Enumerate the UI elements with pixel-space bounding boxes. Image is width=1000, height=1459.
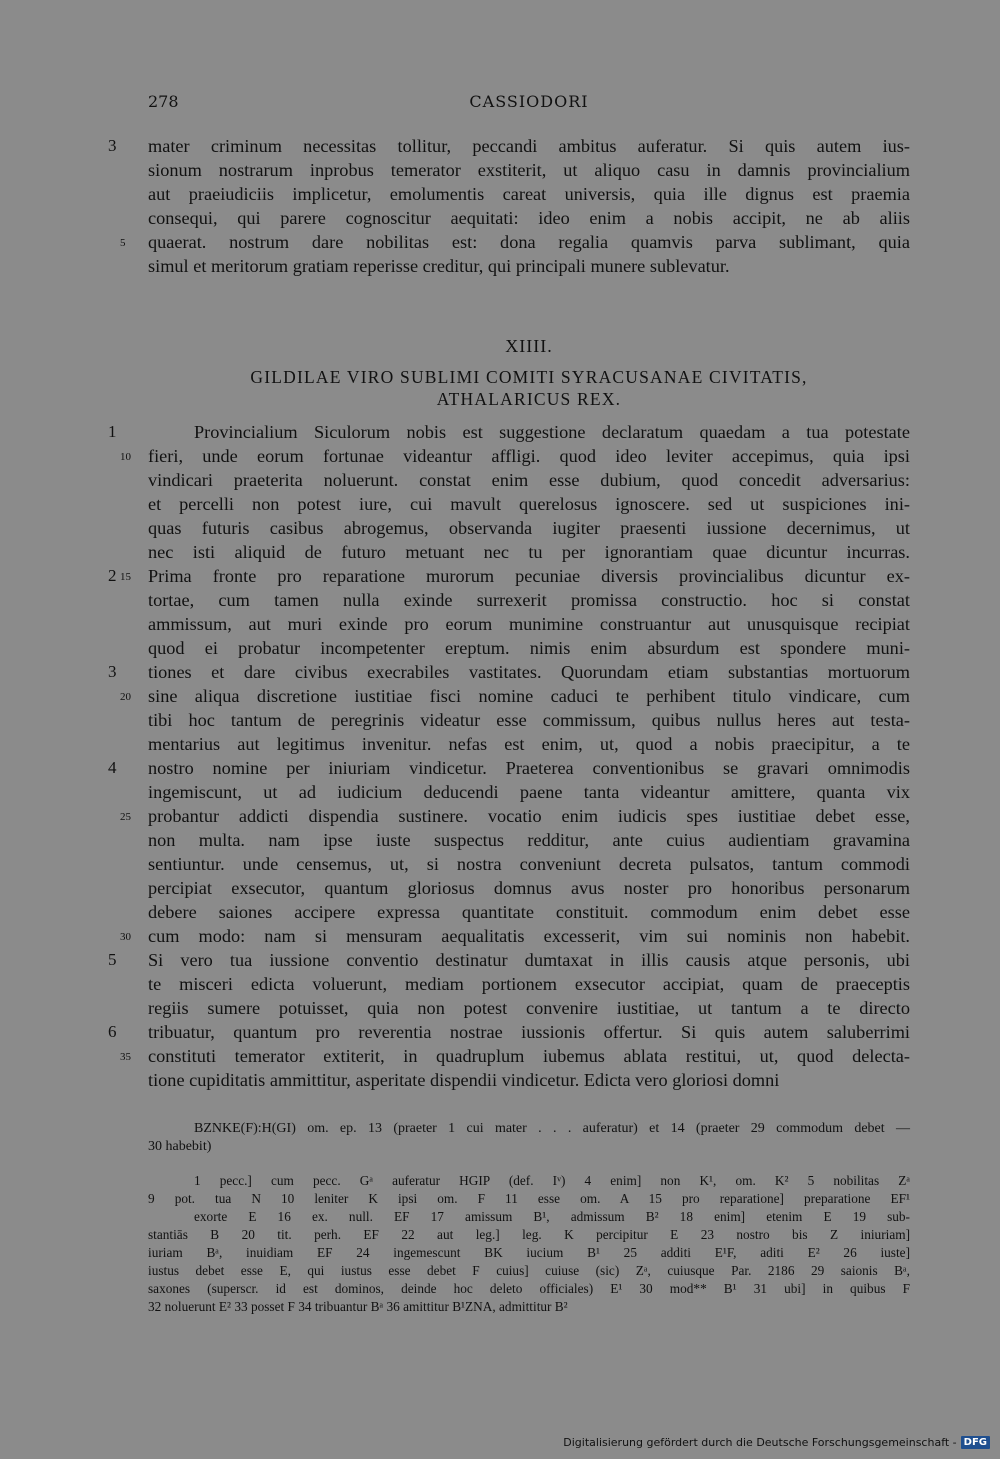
text-line: [148, 206, 910, 230]
line-text: tibi hoc tantum de peregrinis videatur esse commissum, quibus nullus heres aut testa-: [148, 710, 910, 730]
text-line: [120, 230, 910, 254]
line-text: mentarius aut legitimus invenitur. nefas est enim, ut, quod a nobis praecipitur, a te: [148, 734, 910, 754]
line-text: vindicari praeterita noluerunt. constat enim esse dubium, quod concedit adversarius:: [148, 470, 910, 490]
text-line: [148, 254, 910, 278]
dfg-logo-icon: DFG: [961, 1436, 990, 1449]
text-line: [148, 1262, 910, 1280]
line-text: saxones (superscr. id est dominos, deinde hoc deleto officiales) E¹ 30 mod** B¹ 31 ubi] in quibus F: [148, 1281, 910, 1296]
text-line: [148, 182, 910, 206]
critical-apparatus: [148, 1172, 910, 1316]
line-text: quaerat. nostrum dare nobilitas est: dona regalia quamvis parva sublimant, quia: [148, 232, 910, 252]
line-text: aut praeiudiciis implicetur, emolumentis careat universis, quia ille dignus est praemia: [148, 184, 910, 204]
footer-credit: [563, 1436, 990, 1449]
source-note: [148, 1120, 910, 1156]
line-number: 10: [120, 451, 131, 463]
line-number: 35: [120, 1051, 131, 1063]
line-text: ingemiscunt, ut ad iudicium deducendi paene tanta videantur amittere, quanta vix: [148, 782, 910, 802]
line-text: debere saiones accipere expressa quantitate constituit. commodum enim debet esse: [148, 902, 910, 922]
line-text: tione cupiditatis ammittitur, asperitate dispendii vindicetur. Edicta vero gloriosi domni: [148, 1070, 780, 1090]
line-text: quas futuris casibus abrogemus, observanda iugiter praesenti iussione decernimus, ut: [148, 518, 910, 538]
line-text: iuriam Bᵃ, inuidiam EF 24 ingemescunt BK iucium B¹ 25 additi E¹F, aditi E² 26 iuste]: [148, 1245, 910, 1260]
line-text: mater criminum necessitas tollitur, peccandi ambitus auferatur. Si quis autem ius-: [148, 136, 910, 156]
text-line: [148, 1190, 910, 1208]
text-line: [148, 158, 910, 182]
line-text: probantur addicti dispendia sustinere. vocatio enim iudicis spes iustitiae debet esse,: [148, 806, 910, 826]
text-line: [120, 684, 910, 708]
line-text: constituti temerator extiterit, in quadruplum iubemus ablata restitui, ut, quod delecta-: [148, 1046, 910, 1066]
line-number: 5: [120, 237, 126, 249]
letter-body: [108, 420, 910, 1092]
line-text: Prima fronte pro reparatione murorum pecuniae diversis provincialibus dicuntur ex-: [148, 566, 910, 586]
footer-text: Digitalisierung gefördert durch die Deutsche Forschungsgemeinschaft -: [563, 1436, 957, 1449]
line-text: sionum nostrarum inprobus temerator exstiterit, ut aliquo casu in damnis provincialium: [148, 160, 910, 180]
line-text: Provincialium Siculorum nobis est suggestione declaratum quaedam a tua potestate: [194, 422, 910, 442]
line-number: 20: [120, 691, 131, 703]
address-line-2: ATHALARICUS REX.: [436, 389, 622, 409]
text-line: [148, 1120, 910, 1138]
line-text: iustus debet esse E, qui iustus esse debet F cuius] cuiuse (sic) Zᵃ, cuiusque Par. 2186 29 saionis Bᵃ,: [148, 1263, 910, 1278]
text-line: [148, 1244, 910, 1262]
line-text: fieri, unde eorum fortunae videantur affligi. quod ideo leviter accepimus, quia ipsi: [148, 446, 910, 466]
running-head: CASSIODORI: [469, 92, 589, 111]
text-line: [148, 1068, 910, 1092]
address-line-1: GILDILAE VIRO SUBLIMI COMITI SYRACUSANAE CIVITATIS,: [250, 367, 808, 387]
section-number: 5: [108, 950, 117, 969]
text-line: [120, 444, 910, 468]
text-line: [108, 420, 910, 444]
line-number: 25: [120, 811, 131, 823]
text-line: [148, 1226, 910, 1244]
text-line: [120, 924, 910, 948]
text-line: [148, 492, 910, 516]
text-line: [148, 996, 910, 1020]
text-line: [148, 1208, 910, 1226]
line-text: stantiās B 20 tit. perh. EF 22 aut leg.] leg. K percipitur E 23 nostro bis Z iniuriam]: [148, 1227, 910, 1242]
text-line: [148, 972, 910, 996]
text-line: [148, 588, 910, 612]
text-line: [148, 516, 910, 540]
text-line: [108, 564, 910, 588]
section-number: 1: [108, 422, 117, 441]
line-text: te misceri edicta voluerunt, mediam portionem exsecutor accipiat, quam de praeceptis: [148, 974, 910, 994]
text-line: [148, 708, 910, 732]
chapter-number: XIIII.: [505, 336, 553, 356]
line-text: nec isti aliquid de futuro metuant nec tu per ignorantiam quae dicuntur incurras.: [148, 542, 910, 562]
line-text: 30 habebit): [148, 1139, 212, 1154]
line-text: tribuatur, quantum pro reverentia nostrae iussionis offertur. Si quis autem saluberrimi: [148, 1022, 910, 1042]
text-line: [108, 948, 910, 972]
line-text: consequi, qui parere cognoscitur aequitati: ideo enim a nobis accipit, ne ab aliis: [148, 208, 910, 228]
text-line: [108, 134, 910, 158]
text-line: [148, 732, 910, 756]
text-line: [148, 1280, 910, 1298]
line-text: ammissum, aut muri exinde pro eorum munimine construantur aut unusquisque recipiat: [148, 614, 910, 634]
page-number: 278: [148, 92, 179, 111]
text-line: [108, 660, 910, 684]
line-number: 30: [120, 931, 131, 943]
line-text: Si vero tua iussione conventio destinatur dumtaxat in illis causis atque personis, ubi: [148, 950, 910, 970]
text-line: [148, 1138, 910, 1156]
text-line: [148, 780, 910, 804]
line-text: 1 pecc.] cum pecc. Gᵃ auferatur HGIP (def. Iᵛ) 4 enim] non K¹, om. K² 5 nobilitas Zᵃ: [194, 1173, 910, 1188]
line-text: nostro nomine per iniuriam vindicetur. Praeterea conventionibus se gravari omnimodis: [148, 758, 910, 778]
text-line: [108, 756, 910, 780]
section-number: 6: [108, 1022, 117, 1041]
section-number: 4: [108, 758, 117, 777]
text-line: [148, 876, 910, 900]
line-text: 32 noluerunt E² 33 posset F 34 tribuantur Bᵃ 36 amittitur B¹ZNA, admittitur B²: [148, 1299, 568, 1314]
text-line: [148, 1298, 910, 1316]
line-text: et percelli non potest iure, cui mavult querelosus ignoscere. sed ut suspiciones ini-: [148, 494, 910, 514]
line-text: sentiuntur. unde censemus, ut, si nostra conveniunt decreta pulsatos, tantum commodi: [148, 854, 910, 874]
section-number: 2: [108, 566, 117, 585]
line-text: BZNKE(F):H(GI) om. ep. 13 (praeter 1 cui mater . . . auferatur) et 14 (praeter 29 commodum debet —: [194, 1121, 910, 1136]
text-line: [108, 1020, 910, 1044]
text-line: [120, 1044, 910, 1068]
text-line: [148, 828, 910, 852]
text-line: [120, 804, 910, 828]
line-text: regiis sumere potuisset, quia non potest convenire iustitiae, ut tantum a te directo: [148, 998, 910, 1018]
text-line: [148, 1172, 910, 1190]
line-text: quod ei probatur incompetenter ereptum. nimis enim absurdum est spondere muni-: [148, 638, 910, 658]
text-line: [148, 636, 910, 660]
line-text: simul et meritorum gratiam reperisse creditur, qui principali munere sublevatur.: [148, 256, 730, 276]
text-line: [148, 900, 910, 924]
previous-letter-ending: [108, 134, 910, 278]
text-line: [148, 468, 910, 492]
line-text: percipiat exsecutor, quantum gloriosus domnus avus noster pro honoribus personarum: [148, 878, 910, 898]
text-line: [148, 852, 910, 876]
section-number: 3: [108, 136, 117, 155]
line-number: 15: [120, 571, 131, 583]
line-text: 9 pot. tua N 10 leniter K ipsi om. F 11 esse om. A 15 pro reparatione] preparatione EF¹: [148, 1191, 910, 1206]
section-number: 3: [108, 662, 117, 681]
line-text: tortae, cum tamen nulla exinde surrexerit promissa constructio. hoc si constat: [148, 590, 910, 610]
line-text: cum modo: nam si mensuram aequalitatis excesserit, vim sui nominis non habebit.: [148, 926, 910, 946]
page-header: [148, 92, 910, 118]
line-text: sine aliqua discretione iustitiae fisci nomine caduci te perhibent titulo vindicare, cum: [148, 686, 910, 706]
line-text: non multa. nam ipse iuste suspectus redditur, ante cuius audientiam gravamina: [148, 830, 910, 850]
text-line: [148, 612, 910, 636]
text-line: [148, 540, 910, 564]
line-text: tiones et dare civibus execrabiles vastitates. Quorundam etiam substantias mortuorum: [148, 662, 910, 682]
line-text: exorte E 16 ex. null. EF 17 amissum B¹, admissum B² 18 enim] etenim E 19 sub-: [194, 1209, 910, 1224]
chapter-heading: [148, 336, 910, 410]
